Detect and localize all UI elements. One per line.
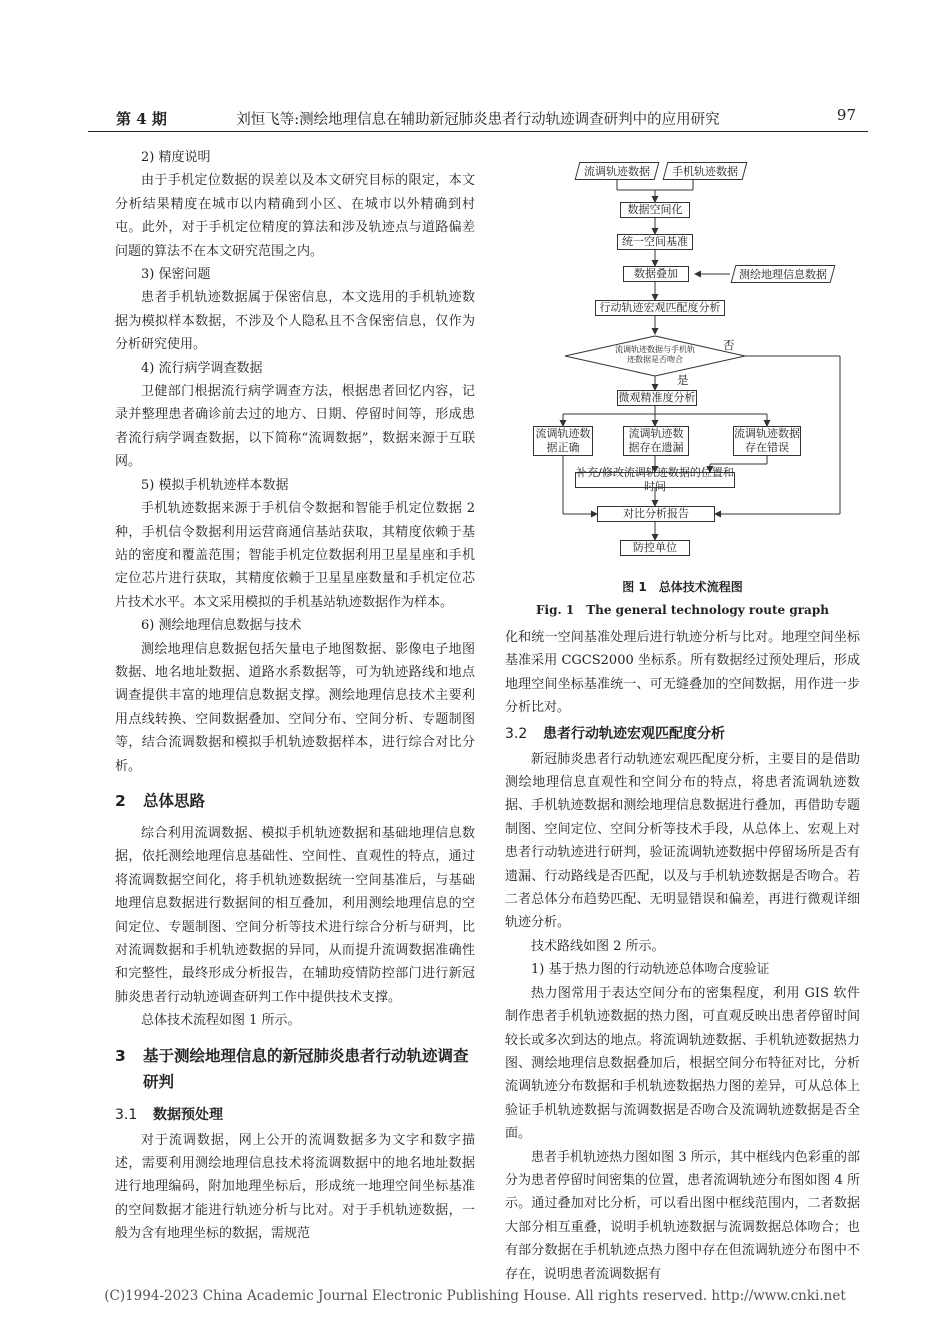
section-title: 总体思路: [143, 791, 206, 810]
left-column: [115, 146, 475, 1246]
subsection-number: 3.1: [115, 1106, 138, 1123]
paragraph: 患者手机轨迹数据属于保密信息，本文选用的手机轨迹数据为模拟样本数据，不涉及个人隐私且不含保密信息，仅作为分析研究使用。: [115, 290, 475, 353]
subsection-title: 1) 基于热力图的行动轨迹总体吻合度验证: [531, 962, 770, 978]
flow-box-diejia: 数据叠加: [623, 266, 689, 282]
subsection-title: 5) 模拟手机轨迹样本数据: [141, 477, 289, 493]
flow-decision-label: 流调轨迹数据与手机轨迹数据是否吻合: [615, 345, 695, 364]
paragraph: 热力图常用于表达空间分布的密集程度，利用 GIS 软件制作患者手机轨迹数据的热力图，可直观反映出患者停留时间较长或多次到达的地点。将流调轨迹数据、手机轨迹数据热力图、测绘地理信息数据叠加后，根据空间分布特征对比，分析流调轨迹分布数据和手机轨迹数据热力图的差异，可从总体上验证手机轨迹数据与流调数据是否吻合及流调轨迹数据是否全面。: [505, 985, 860, 1142]
paragraph: 测绘地理信息数据包括矢量电子地图数据、影像电子地图数据、地名地址数据、道路水系数据等，可为轨迹路线和地点调查提供丰富的地理信息数据支撑。测绘地理信息技术主要利用点线转换、空间数据叠加、空间分布、空间分析、专题制图等，结合流调数据和模拟手机轨迹数据样本，进行综合对比分析。: [115, 641, 475, 774]
flow-box-yilou: 流调轨迹数据存在遗漏: [623, 426, 689, 456]
flow-box-kongjian: 数据空间化: [620, 202, 690, 218]
subsection-title: 4) 流行病学调查数据: [141, 360, 263, 376]
subsection-title: 2) 精度说明: [141, 150, 211, 165]
section-number: 2: [115, 791, 126, 810]
flow-label-yes: 是: [677, 373, 689, 387]
paragraph: 综合利用流调数据、模拟手机轨迹数据和基础地理信息数据，依托测绘地理信息基础性、空间性、直观性的特点，通过将流调数据空间化，将手机轨迹数据统一空间基准后，与基础地理信息数据进行数据间的相互叠加，利用测绘地理信息的空间定位、专题制图、空间分析等技术进行综合分析与研判，比对流调数据和手机轨迹数据的异同，从而提升流调数据准确性和完整性，最终形成分析报告，在辅助疫情防控部门进行新冠肺炎患者行动轨迹调查研判工作中提供技术支撑。: [115, 825, 475, 1005]
running-header: [88, 100, 868, 132]
section-title: 基于测绘地理信息的新冠肺炎患者行动轨迹调查研判: [143, 1046, 469, 1091]
paragraph: 患者手机轨迹热力图如图 3 所示，其中框线内色彩重的部分为患者停留时间密集的位置，患者流调轨迹分布图如图 4 所示。通过叠加对比分析，可以看出图中框线范围内，二者数据大部分相互重叠，说明手机轨迹数据与流调数据总体吻合；也有部分数据在手机轨迹点热力图中存在但流调轨迹分布图中不存在，说明患者流调数据有: [505, 1149, 860, 1282]
paragraph: 总体技术流程如图 1 所示。: [141, 1013, 301, 1029]
flow-box-baogao: 对比分析报告: [597, 506, 715, 522]
section-heading: [115, 788, 475, 814]
flow-box-weiguan: 微观精准度分析: [617, 390, 697, 406]
running-title: 刘恒飞等:测绘地理信息在辅助新冠肺炎患者行动轨迹调查研判中的应用研究: [236, 112, 720, 128]
flow-input-shouji: 手机轨迹数据: [665, 162, 745, 180]
flow-box-hongguan: 行动轨迹宏观匹配度分析: [595, 300, 725, 316]
subsection-heading-title: 患者行动轨迹宏观匹配度分析: [543, 725, 725, 742]
subsection-heading: [505, 722, 860, 746]
section-heading: [115, 1043, 475, 1095]
paragraph: 由于手机定位数据的误差以及本文研究目标的限定，本文分析结果精度在城市以内精确到小区、在城市以外精确到村屯。此外，对于手机定位精度的算法和涉及轨迹点与道路偏差问题的算法不在本文研究范围之内。: [115, 173, 475, 259]
copyright-footer: (C)1994-2023 China Academic Journal Electronic Publishing House. All rights reserved. http://www.cnki.net: [104, 1288, 846, 1304]
figure-caption-cn: 图 1 总体技术流程图: [622, 580, 743, 594]
paragraph: 技术路线如图 2 所示。: [531, 938, 665, 954]
issue-number: 第 4 期: [116, 110, 167, 128]
subsection-number: 3.2: [505, 725, 528, 742]
figure-caption-en: Fig. 1 The general technology route graph: [536, 603, 829, 617]
flow-box-fangkong: 防控单位: [620, 540, 690, 556]
subsection-heading-title: 数据预处理: [153, 1106, 223, 1123]
section-number: 3: [115, 1046, 126, 1065]
subsection-title: 3) 保密问题: [141, 267, 211, 283]
paragraph: 手机轨迹数据来源于手机信令数据和智能手机定位数据 2 种，手机信令数据利用运营商通信基站获取，其精度依赖于基站的密度和覆盖范围；智能手机定位数据利用卫星星座和手机定位芯片进行获取，其精度依赖于卫星星座数量和手机定位芯片技术水平。本文采用模拟的手机基站轨迹数据作为样本。: [115, 501, 475, 610]
paragraph: 对于流调数据，网上公开的流调数据多为文字和数字描述，需要利用测绘地理信息技术将流调数据中的地名地址数据进行地理编码，附加地理坐标后，形成统一地理空间坐标基准的空间数据才能进行轨迹分析与比对。对于手机轨迹数据，一般为含有地理坐标的数据，需规范: [115, 1132, 475, 1242]
paragraph: 新冠肺炎患者行动轨迹宏观匹配度分析，主要目的是借助测绘地理信息直观性和空间分布的特点，将患者流调轨迹数据、手机轨迹数据和测绘地理信息数据进行叠加，再借助专题制图、空间定位、空间分析等技术手段，从总体上、宏观上对患者行动轨迹进行研判，验证流调轨迹数据中停留场所是否有遗漏、行动路线是否匹配，以及与手机轨迹数据是否吻合。若二者总体分布趋势匹配、无明显错误和偏差，再进行微观详细轨迹分析。: [505, 751, 860, 931]
subsection-title: 6) 测绘地理信息数据与技术: [141, 618, 302, 634]
flow-box-zhengque: 流调轨迹数据正确: [533, 426, 593, 456]
page-number: 97: [836, 106, 856, 124]
right-column: [505, 626, 860, 1286]
flowchart-figure: [505, 150, 860, 620]
flow-label-no: 否: [723, 338, 735, 352]
flow-box-tongyi: 统一空间基准: [617, 234, 693, 250]
flow-input-liudiao: 流调轨迹数据: [577, 162, 657, 180]
flow-box-buchong: 补充/修改流调轨迹数据的位置和时间: [576, 465, 734, 493]
paragraph: 卫健部门根据流行病学调查方法，根据患者回忆内容，记录并整理患者确诊前去过的地方、日期、停留时间等，形成患者流行病学调查数据，以下简称“流调数据”，数据来源于互联网。: [115, 384, 475, 470]
subsection-heading: [115, 1103, 475, 1127]
paragraph: 化和统一空间基准处理后进行轨迹分析与比对。地理空间坐标基准采用 CGCS2000 坐标系。所有数据经过预处理后，形成地理空间坐标基准统一、可无缝叠加的空间数据，用作进一步分析比对。: [505, 630, 860, 716]
flow-input-cehui: 测绘地理信息数据: [733, 265, 833, 283]
flow-box-cuowu: 流调轨迹数据存在错误: [734, 426, 800, 454]
